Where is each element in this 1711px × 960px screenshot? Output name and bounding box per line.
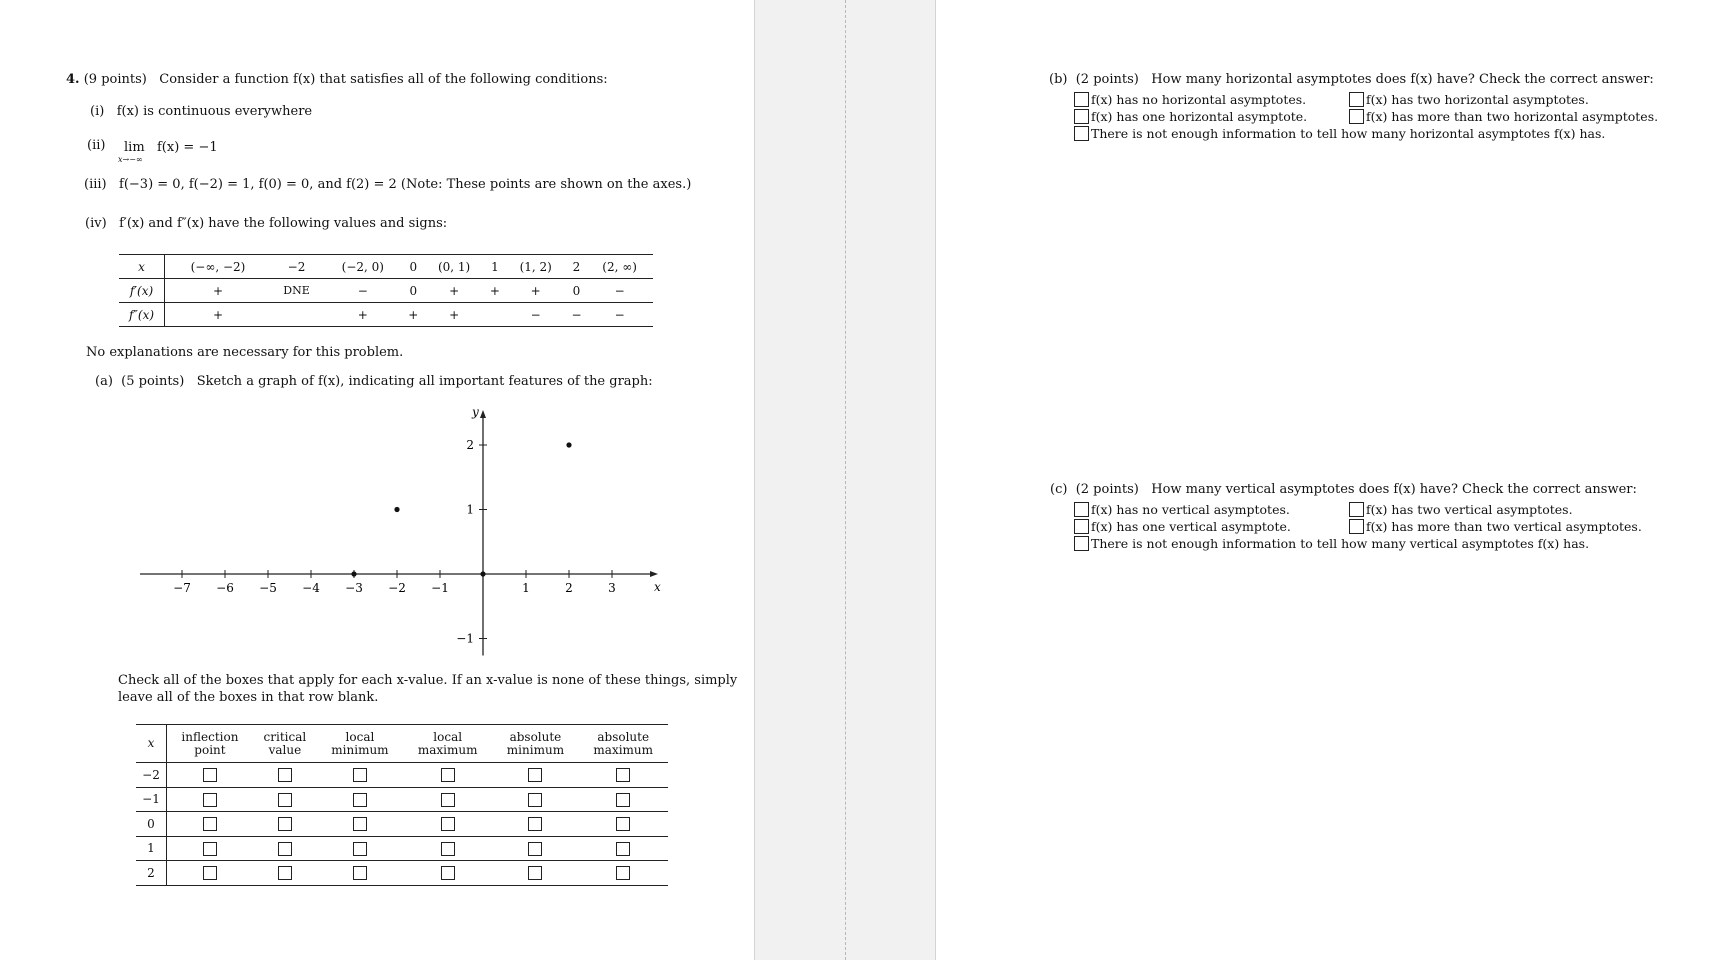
absolute-minimum-checkbox[interactable] <box>528 842 542 856</box>
sign-cell: f′(x) <box>119 279 165 303</box>
part-a-points: (5 points) <box>121 374 185 389</box>
part-c-question: How many vertical asymptotes does f(x) have? Check the correct answer: <box>1151 482 1637 497</box>
checkbox[interactable] <box>1349 92 1364 107</box>
absolute-minimum-checkbox[interactable] <box>528 866 542 880</box>
problem-intro: Consider a function f(x) that satisfies all of the following conditions: <box>159 72 608 87</box>
x-axis-arrow <box>650 571 658 577</box>
column-inflection-point <box>167 725 253 763</box>
checkbox-cell <box>578 763 668 788</box>
condition-text: f(−3) = 0, f(−2) = 1, f(0) = 0, and f(2) = 2 (Note: These points are shown on the axes.) <box>119 177 692 192</box>
x-tick-label: −3 <box>345 581 363 595</box>
checkbox-cell <box>492 836 578 861</box>
critical-value-checkbox[interactable] <box>278 768 292 782</box>
absolute-maximum-checkbox[interactable] <box>616 768 630 782</box>
part-a-label: (a) <box>95 374 113 389</box>
x-tick-label: −7 <box>173 581 191 595</box>
sign-cell: − <box>567 303 586 327</box>
limit-word: lim <box>124 140 145 155</box>
checkbox-cell <box>253 812 317 837</box>
y-axis-arrow <box>480 410 486 418</box>
part-c-option-one[interactable] <box>1074 519 1291 534</box>
checkbox-cell <box>167 836 253 861</box>
y-tick-label: 2 <box>466 438 474 452</box>
y-tick-label: −1 <box>456 631 474 646</box>
checkbox-cell <box>167 812 253 837</box>
local-maximum-checkbox[interactable] <box>441 768 455 782</box>
right-page <box>936 0 1711 960</box>
inflection-point-checkbox[interactable] <box>203 817 217 831</box>
option-text: f(x) has more than two vertical asymptotes. <box>1366 519 1642 534</box>
part-c-label: (c) <box>1050 482 1068 497</box>
checkbox-cell <box>403 763 493 788</box>
page-gap <box>754 0 936 960</box>
option-text: f(x) has one horizontal asymptote. <box>1091 109 1308 124</box>
column-header-line: local <box>345 729 375 744</box>
limit-value: f(x) = −1 <box>157 140 218 155</box>
column-local-minimum <box>317 725 403 763</box>
part-a-heading <box>95 374 653 389</box>
y-tick-label: 1 <box>466 502 474 517</box>
checkbox[interactable] <box>1074 109 1089 124</box>
absolute-maximum-checkbox[interactable] <box>616 866 630 880</box>
critical-value-checkbox[interactable] <box>278 817 292 831</box>
sign-cell: DNE <box>271 279 322 303</box>
sign-cell: + <box>505 279 567 303</box>
sign-cell: 0 <box>567 279 586 303</box>
local-maximum-checkbox[interactable] <box>441 817 455 831</box>
option-text: f(x) has one vertical asymptote. <box>1091 519 1291 534</box>
x-tick-label: 2 <box>565 581 573 595</box>
sign-cell <box>485 303 504 327</box>
x-value: 2 <box>136 861 167 886</box>
inflection-point-checkbox[interactable] <box>203 842 217 856</box>
checkbox-cell <box>317 836 403 861</box>
x-tick-label: −6 <box>216 581 234 595</box>
sketch-graph[interactable] <box>0 400 680 660</box>
condition-label: (i) <box>90 104 105 119</box>
part-b-option-one[interactable] <box>1074 109 1307 124</box>
column-header-line: absolute <box>509 729 562 744</box>
condition-label: (iv) <box>85 216 107 231</box>
absolute-minimum-checkbox[interactable] <box>528 817 542 831</box>
sign-header-cell: −2 <box>271 255 322 279</box>
part-b-points: (2 points) <box>1075 72 1139 87</box>
x-value: 1 <box>136 836 167 861</box>
sign-header-cell: (0, 1) <box>423 255 485 279</box>
sign-cell: 0 <box>404 279 423 303</box>
checkbox-cell <box>317 763 403 788</box>
part-b-option-two[interactable] <box>1349 92 1589 107</box>
part-b-heading <box>1049 72 1654 87</box>
checkbox-cell <box>167 861 253 886</box>
checkbox-cell <box>403 787 493 812</box>
column-absolute-minimum <box>492 725 578 763</box>
part-c-option-not-enough-info[interactable] <box>1074 536 1589 551</box>
checkbox[interactable] <box>1349 519 1364 534</box>
part-b-option-not-enough-info[interactable] <box>1074 126 1605 141</box>
checkbox-cell <box>253 787 317 812</box>
checkbox-cell <box>492 861 578 886</box>
sign-cell: + <box>404 303 423 327</box>
option-text: There is not enough information to tell how many vertical asymptotes f(x) has. <box>1091 536 1590 551</box>
part-b-question: How many horizontal asymptotes does f(x) have? Check the correct answer: <box>1151 72 1654 87</box>
column-header-line: point <box>194 742 226 757</box>
page-divider <box>845 0 846 960</box>
x-axis-label: x <box>654 580 661 594</box>
column-header-line: absolute <box>597 729 650 744</box>
column-header-line: minimum <box>506 742 565 757</box>
local-maximum-checkbox[interactable] <box>441 793 455 807</box>
column-header-line: inflection <box>181 729 239 744</box>
x-tick-label: −1 <box>431 581 449 595</box>
part-b-option-more[interactable] <box>1349 109 1658 124</box>
local-minimum-checkbox[interactable] <box>353 793 367 807</box>
x-column-header: x <box>136 725 167 763</box>
absolute-minimum-checkbox[interactable] <box>528 768 542 782</box>
part-c-points: (2 points) <box>1075 482 1139 497</box>
checkbox-cell <box>403 812 493 837</box>
part-c-heading <box>1050 482 1637 497</box>
sign-cell: + <box>423 303 485 327</box>
sign-cell <box>271 303 322 327</box>
option-text: f(x) has more than two horizontal asymptotes. <box>1366 109 1659 124</box>
left-page <box>0 0 754 960</box>
condition-ii <box>87 138 105 153</box>
sign-cell: − <box>586 279 653 303</box>
problem-points: (9 points) <box>83 72 147 87</box>
sign-header-cell: (2, ∞) <box>586 255 653 279</box>
graph-point <box>394 507 399 512</box>
limit-subscript: x→−∞ <box>118 155 143 164</box>
table-row <box>136 812 668 837</box>
critical-value-checkbox[interactable] <box>278 842 292 856</box>
local-minimum-checkbox[interactable] <box>353 842 367 856</box>
graph-point <box>480 571 485 576</box>
sign-cell: + <box>485 279 504 303</box>
table-row <box>136 861 668 886</box>
local-minimum-checkbox[interactable] <box>353 768 367 782</box>
option-text: There is not enough information to tell how many horizontal asymptotes f(x) has. <box>1091 126 1606 141</box>
local-minimum-checkbox[interactable] <box>353 866 367 880</box>
critical-value-checkbox[interactable] <box>278 866 292 880</box>
column-header-line: local <box>433 729 463 744</box>
option-text: f(x) has two horizontal asymptotes. <box>1366 92 1589 107</box>
x-value: −2 <box>136 763 167 788</box>
checkbox-cell <box>578 812 668 837</box>
checkbox-cell <box>578 787 668 812</box>
checkbox-cell <box>492 763 578 788</box>
checkbox[interactable] <box>1074 519 1089 534</box>
x-tick-label: −4 <box>302 581 320 595</box>
condition-i <box>90 104 312 119</box>
option-text: f(x) has no vertical asymptotes. <box>1091 502 1290 517</box>
sign-cell: − <box>322 279 404 303</box>
column-header-line: critical <box>263 729 307 744</box>
sign-cell: − <box>505 303 567 327</box>
x-value: 0 <box>136 812 167 837</box>
part-c-option-two[interactable] <box>1349 502 1573 517</box>
column-local-maximum <box>403 725 493 763</box>
option-text: f(x) has no horizontal asymptotes. <box>1091 92 1307 107</box>
checkbox-cell <box>317 812 403 837</box>
condition-text: f(x) is continuous everywhere <box>116 104 313 119</box>
x-value: −1 <box>136 787 167 812</box>
inflection-point-checkbox[interactable] <box>203 768 217 782</box>
checkbox[interactable] <box>1074 92 1089 107</box>
sign-table-header <box>119 255 653 279</box>
part-a-text: Sketch a graph of f(x), indicating all important features of the graph: <box>196 374 653 389</box>
checkbox[interactable] <box>1074 126 1089 141</box>
local-minimum-checkbox[interactable] <box>353 817 367 831</box>
sign-row-second-derivative <box>119 303 653 327</box>
table-row <box>136 763 668 788</box>
local-maximum-checkbox[interactable] <box>441 866 455 880</box>
sign-cell: + <box>423 279 485 303</box>
x-tick-label: 3 <box>608 581 616 595</box>
sign-cell: f″(x) <box>119 303 165 327</box>
local-maximum-checkbox[interactable] <box>441 842 455 856</box>
check-instructions-line-1: Check all of the boxes that apply for each x-value. If an x-value is none of these things, simply <box>118 673 738 688</box>
absolute-maximum-checkbox[interactable] <box>616 793 630 807</box>
note-text: No explanations are necessary for this problem. <box>86 345 404 360</box>
inflection-point-checkbox[interactable] <box>203 866 217 880</box>
x-tick-label: −5 <box>259 581 277 595</box>
checkbox-cell <box>403 861 493 886</box>
part-b-option-none[interactable] <box>1074 92 1306 107</box>
checkbox-cell <box>578 861 668 886</box>
graph-point <box>566 442 571 447</box>
checkbox-cell <box>492 787 578 812</box>
x-tick-label: −2 <box>388 581 406 595</box>
column-header-line: maximum <box>417 742 478 757</box>
sign-header-cell: (−2, 0) <box>322 255 404 279</box>
problem-heading <box>66 72 608 87</box>
column-header-line: maximum <box>593 742 654 757</box>
checkbox[interactable] <box>1074 502 1089 517</box>
condition-iii <box>84 177 691 192</box>
checkbox-cell <box>167 763 253 788</box>
classification-header <box>136 725 668 763</box>
checkbox-cell <box>167 787 253 812</box>
column-absolute-maximum <box>578 725 668 763</box>
part-b-label: (b) <box>1049 72 1068 87</box>
checkbox-cell <box>253 836 317 861</box>
option-text: f(x) has two vertical asymptotes. <box>1366 502 1573 517</box>
checkbox-cell <box>403 836 493 861</box>
sign-header-cell: (−∞, −2) <box>165 255 271 279</box>
checkbox-cell <box>492 812 578 837</box>
condition-label: (ii) <box>87 138 106 153</box>
inflection-point-checkbox[interactable] <box>203 793 217 807</box>
column-critical-value <box>253 725 317 763</box>
column-header-line: value <box>268 742 302 757</box>
graph-point <box>351 571 356 576</box>
sign-header-cell: (1, 2) <box>505 255 567 279</box>
condition-text: f′(x) and f″(x) have the following values and signs: <box>119 216 448 231</box>
column-header-line: minimum <box>331 742 389 757</box>
sign-cell: + <box>322 303 404 327</box>
x-tick-label: 1 <box>522 581 530 595</box>
classification-table <box>136 724 668 886</box>
critical-value-checkbox[interactable] <box>278 793 292 807</box>
sign-header-cell: x <box>119 255 165 279</box>
checkbox[interactable] <box>1074 536 1089 551</box>
checkbox[interactable] <box>1349 502 1364 517</box>
checkbox[interactable] <box>1349 109 1364 124</box>
y-axis-label: y <box>472 405 479 419</box>
condition-iv <box>85 216 447 231</box>
sign-cell: + <box>165 279 271 303</box>
absolute-minimum-checkbox[interactable] <box>528 793 542 807</box>
table-row <box>136 787 668 812</box>
checkbox-cell <box>578 836 668 861</box>
part-c-option-none[interactable] <box>1074 502 1290 517</box>
sign-cell: − <box>586 303 653 327</box>
sign-header-cell: 2 <box>567 255 586 279</box>
sign-header-cell: 0 <box>404 255 423 279</box>
checkbox-cell <box>253 861 317 886</box>
sign-row-first-derivative <box>119 279 653 303</box>
sign-table <box>119 254 653 327</box>
check-instructions-line-2: leave all of the boxes in that row blank. <box>118 690 379 705</box>
problem-number: 4. <box>66 72 80 87</box>
part-c-option-more[interactable] <box>1349 519 1642 534</box>
condition-label: (iii) <box>84 177 107 192</box>
absolute-maximum-checkbox[interactable] <box>616 817 630 831</box>
limit-expression <box>124 140 145 155</box>
table-row <box>136 836 668 861</box>
checkbox-cell <box>253 763 317 788</box>
checkbox-cell <box>317 861 403 886</box>
sign-cell: + <box>165 303 271 327</box>
sign-header-cell: 1 <box>485 255 504 279</box>
absolute-maximum-checkbox[interactable] <box>616 842 630 856</box>
checkbox-cell <box>317 787 403 812</box>
